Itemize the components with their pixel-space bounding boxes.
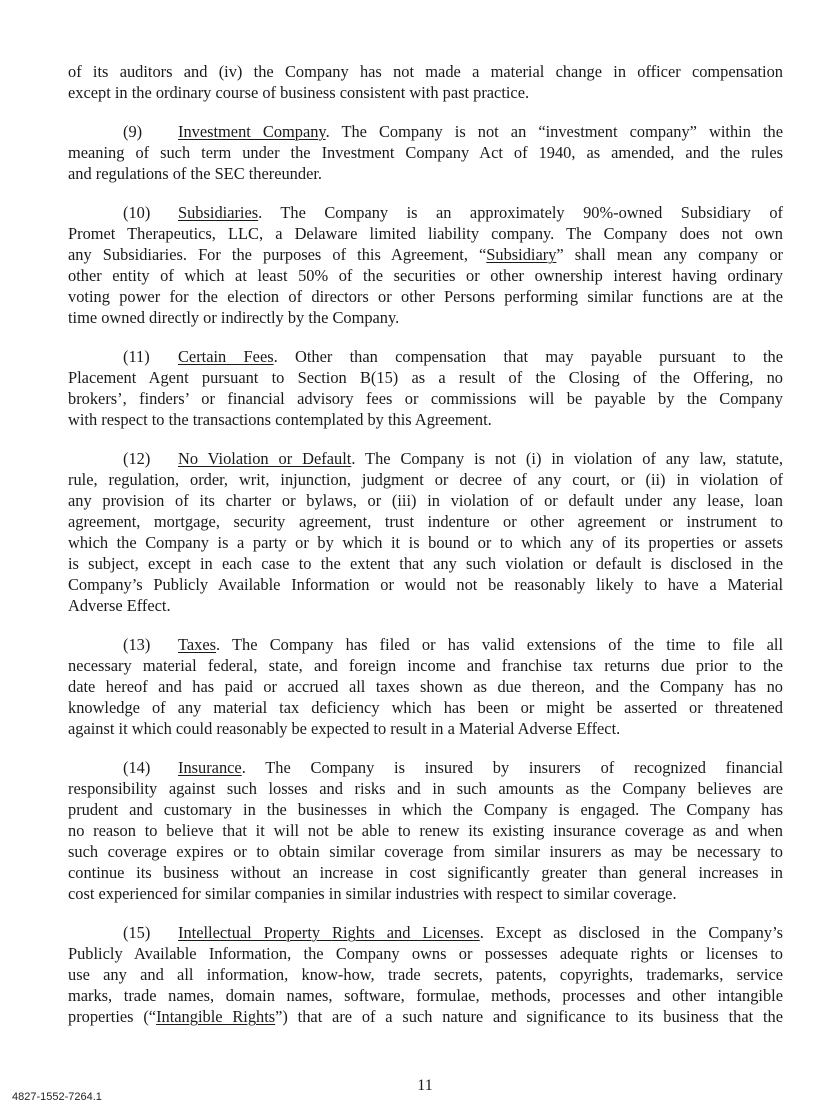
section-number: (12) (123, 449, 151, 468)
text-run: . The Company is not (i) in violation of any law, statute, (351, 449, 783, 468)
text-line: with respect to the transactions contemplated by this Agreement. (68, 410, 492, 429)
section-number: (9) (123, 122, 143, 141)
text-line: Promet Therapeutics, LLC, a Delaware limited liability company. The Company does not own (68, 224, 783, 243)
text-line: such coverage expires or to obtain similar coverage from similar insurers as may be necessary to (68, 842, 783, 861)
text-line: any provision of its charter or bylaws, or (iii) in violation of or default under any lease, loan (68, 491, 783, 510)
text-line: other entity of which at least 50% of the securities or other ownership interest having ordinary (68, 266, 783, 285)
section-11-certain-fees (68, 346, 783, 430)
section-12-no-violation (68, 448, 783, 616)
text-line: no reason to believe that it will not be able to renew its existing insurance coverage as and when (68, 821, 783, 840)
text-line: use any and all information, know-how, trade secrets, patents, copyrights, trademarks, service (68, 965, 783, 984)
text-line: Publicly Available Information, the Company owns or possesses adequate rights or licenses to (68, 944, 783, 963)
text-line: prudent and customary in the businesses in which the Company is engaged. The Company has (68, 800, 783, 819)
paragraph-continuation (68, 61, 783, 103)
text-run: properties (“ (68, 1007, 157, 1026)
text-run: ” shall mean any company or (556, 245, 783, 264)
text-line: voting power for the election of directors or other Persons performing similar functions are at the (68, 287, 783, 306)
text-line: responsibility against such losses and risks and in such amounts as the Company believes are (68, 779, 783, 798)
section-heading: Taxes (178, 635, 216, 654)
section-13-taxes (68, 634, 783, 739)
text-line: against it which could reasonably be expected to result in a Material Adverse Effect. (68, 719, 621, 738)
text-line: Adverse Effect. (68, 596, 171, 615)
section-first-line (68, 121, 783, 142)
section-heading: Certain Fees (178, 347, 274, 366)
text-run: . The Company is not an “investment company” within the (325, 122, 783, 141)
text-line: meaning of such term under the Investment Company Act of 1940, as amended, and the rules (68, 143, 783, 162)
document-id: 4827-1552-7264.1 (12, 1091, 102, 1103)
section-first-line (68, 448, 783, 469)
text-line: marks, trade names, domain names, software, formulae, methods, processes and other intangible (68, 986, 783, 1005)
text-line: time owned directly or indirectly by the Company. (68, 308, 400, 327)
section-heading: Subsidiaries (178, 203, 259, 222)
text-line: continue its business without an increase in cost significantly greater than general increases in (68, 863, 783, 882)
section-10-subsidiaries (68, 202, 783, 328)
text-line: date hereof and has paid or accrued all taxes shown as due thereon, and the Company has no (68, 677, 783, 696)
section-heading: No Violation or Default (178, 449, 352, 468)
section-number: (14) (123, 758, 151, 777)
text-line: except in the ordinary course of business consistent with past practice. (68, 83, 530, 102)
text-line: brokers’, finders’ or financial advisory fees or commissions will be payable by the Company (68, 389, 783, 408)
text-line: rule, regulation, order, writ, injunction, judgment or decree of any court, or (ii) in violation of (68, 470, 783, 489)
text-run: . The Company is insured by insurers of recognized financial (241, 758, 783, 777)
page-number: 11 (417, 1077, 433, 1094)
section-number: (10) (123, 203, 151, 222)
text-line: which the Company is a party or by which it is bound or to which any of its properties or assets (68, 533, 783, 552)
text-line: agreement, mortgage, security agreement, trust indenture or other agreement or instrument to (68, 512, 783, 531)
section-heading: Insurance (178, 758, 242, 777)
text-line (68, 1006, 783, 1027)
text-run: ”) that are of a such nature and significance to its business that the (275, 1007, 783, 1026)
text-run: . Other than compensation that may payable pursuant to the (273, 347, 783, 366)
section-heading: Investment Company (178, 122, 326, 141)
text-line (68, 244, 783, 265)
section-first-line (68, 202, 783, 223)
section-heading: Intellectual Property Rights and Licenses (178, 923, 480, 942)
section-number: (13) (123, 635, 151, 654)
text-run: any Subsidiaries. For the purposes of this Agreement, “ (68, 245, 487, 264)
text-line: and regulations of the SEC thereunder. (68, 164, 322, 183)
section-15-intellectual-property (68, 922, 783, 1027)
text-run: . Except as disclosed in the Company’s (479, 923, 784, 942)
text-line: cost experienced for similar companies in similar industries with respect to similar coverage. (68, 884, 677, 903)
section-14-insurance (68, 757, 783, 904)
section-9-investment-company (68, 121, 783, 184)
text-run: . The Company is an approximately 90%-owned Subsidiary of (258, 203, 783, 222)
text-run: . The Company has filed or has valid extensions of the time to file all (216, 635, 783, 654)
defined-term: Subsidiary (486, 245, 557, 264)
section-first-line (68, 922, 783, 943)
text-line: Company’s Publicly Available Information or would not be reasonably likely to have a Material (68, 575, 783, 594)
text-line: is subject, except in each case to the extent that any such violation or default is disclosed in the (68, 554, 783, 573)
text-line: necessary material federal, state, and foreign income and franchise tax returns due prior to the (68, 656, 783, 675)
defined-term: Intangible Rights (156, 1007, 276, 1026)
text-line: Placement Agent pursuant to Section B(15) as a result of the Closing of the Offering, no (68, 368, 783, 387)
section-number: (11) (123, 347, 150, 366)
section-first-line (68, 757, 783, 778)
section-first-line (68, 346, 783, 367)
text-line: of its auditors and (iv) the Company has not made a material change in officer compensation (68, 62, 783, 81)
document-page (68, 61, 783, 1045)
text-line: knowledge of any material tax deficiency which has been or might be asserted or threatened (68, 698, 783, 717)
section-number: (15) (123, 923, 151, 942)
section-first-line (68, 634, 783, 655)
